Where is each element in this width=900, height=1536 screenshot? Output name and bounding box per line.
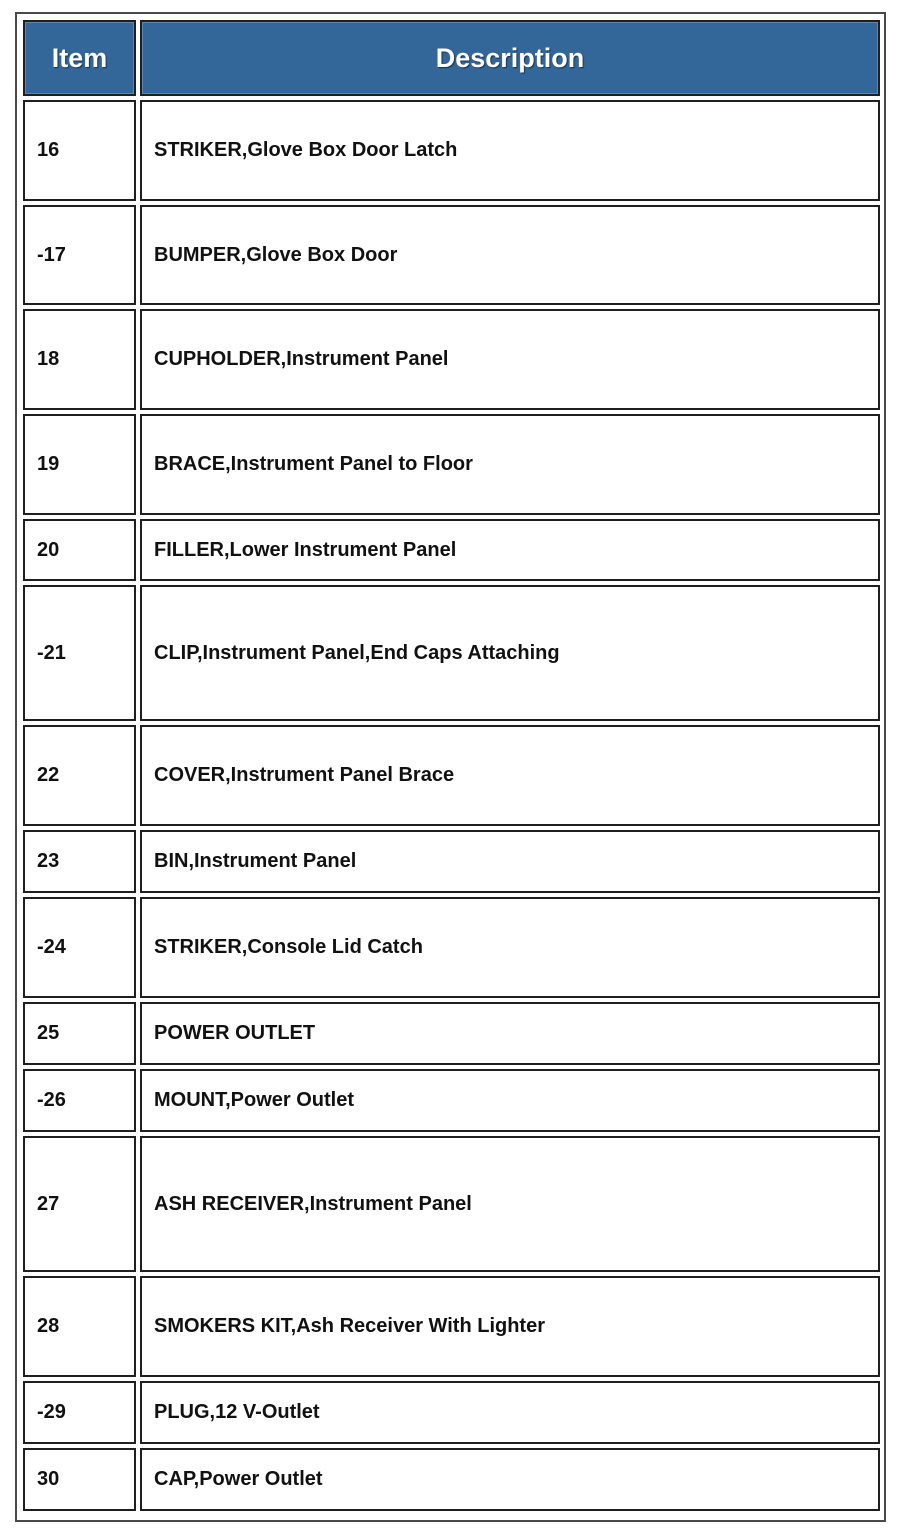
item-cell: 23 <box>23 830 136 893</box>
item-cell: -21 <box>23 585 136 721</box>
description-cell: CLIP,Instrument Panel,End Caps Attaching <box>140 585 880 721</box>
table-row <box>23 830 880 893</box>
table-row <box>23 1276 880 1377</box>
table-row <box>23 1448 880 1511</box>
description-cell: BUMPER,Glove Box Door <box>140 205 880 305</box>
table-body <box>23 100 880 1511</box>
description-cell: PLUG,12 V-Outlet <box>140 1381 880 1444</box>
item-cell: 20 <box>23 519 136 581</box>
description-cell: MOUNT,Power Outlet <box>140 1069 880 1132</box>
item-cell: -29 <box>23 1381 136 1444</box>
table-row <box>23 585 880 721</box>
header-row <box>23 20 880 96</box>
item-cell: 18 <box>23 309 136 410</box>
description-cell: ASH RECEIVER,Instrument Panel <box>140 1136 880 1272</box>
table-row <box>23 1136 880 1272</box>
item-cell: 16 <box>23 100 136 201</box>
table-row <box>23 205 880 305</box>
description-cell: STRIKER,Console Lid Catch <box>140 897 880 998</box>
description-cell: CAP,Power Outlet <box>140 1448 880 1511</box>
description-cell: STRIKER,Glove Box Door Latch <box>140 100 880 201</box>
item-cell: -26 <box>23 1069 136 1132</box>
item-cell: -24 <box>23 897 136 998</box>
table-row <box>23 414 880 515</box>
description-cell: CUPHOLDER,Instrument Panel <box>140 309 880 410</box>
header-description: Description <box>140 20 880 96</box>
table-row <box>23 309 880 410</box>
header-item: Item <box>23 20 136 96</box>
table-row <box>23 725 880 826</box>
item-cell: 19 <box>23 414 136 515</box>
item-cell: -17 <box>23 205 136 305</box>
item-cell: 27 <box>23 1136 136 1272</box>
description-cell: BRACE,Instrument Panel to Floor <box>140 414 880 515</box>
table-row <box>23 100 880 201</box>
description-cell: SMOKERS KIT,Ash Receiver With Lighter <box>140 1276 880 1377</box>
item-cell: 22 <box>23 725 136 826</box>
table-header <box>23 20 880 96</box>
item-cell: 28 <box>23 1276 136 1377</box>
description-cell: BIN,Instrument Panel <box>140 830 880 893</box>
item-cell: 25 <box>23 1002 136 1065</box>
table-row <box>23 519 880 581</box>
item-cell: 30 <box>23 1448 136 1511</box>
description-cell: POWER OUTLET <box>140 1002 880 1065</box>
description-cell: FILLER,Lower Instrument Panel <box>140 519 880 581</box>
table-row <box>23 897 880 998</box>
table-row <box>23 1069 880 1132</box>
description-cell: COVER,Instrument Panel Brace <box>140 725 880 826</box>
parts-table <box>19 16 884 1515</box>
table-row <box>23 1002 880 1065</box>
table-row <box>23 1381 880 1444</box>
